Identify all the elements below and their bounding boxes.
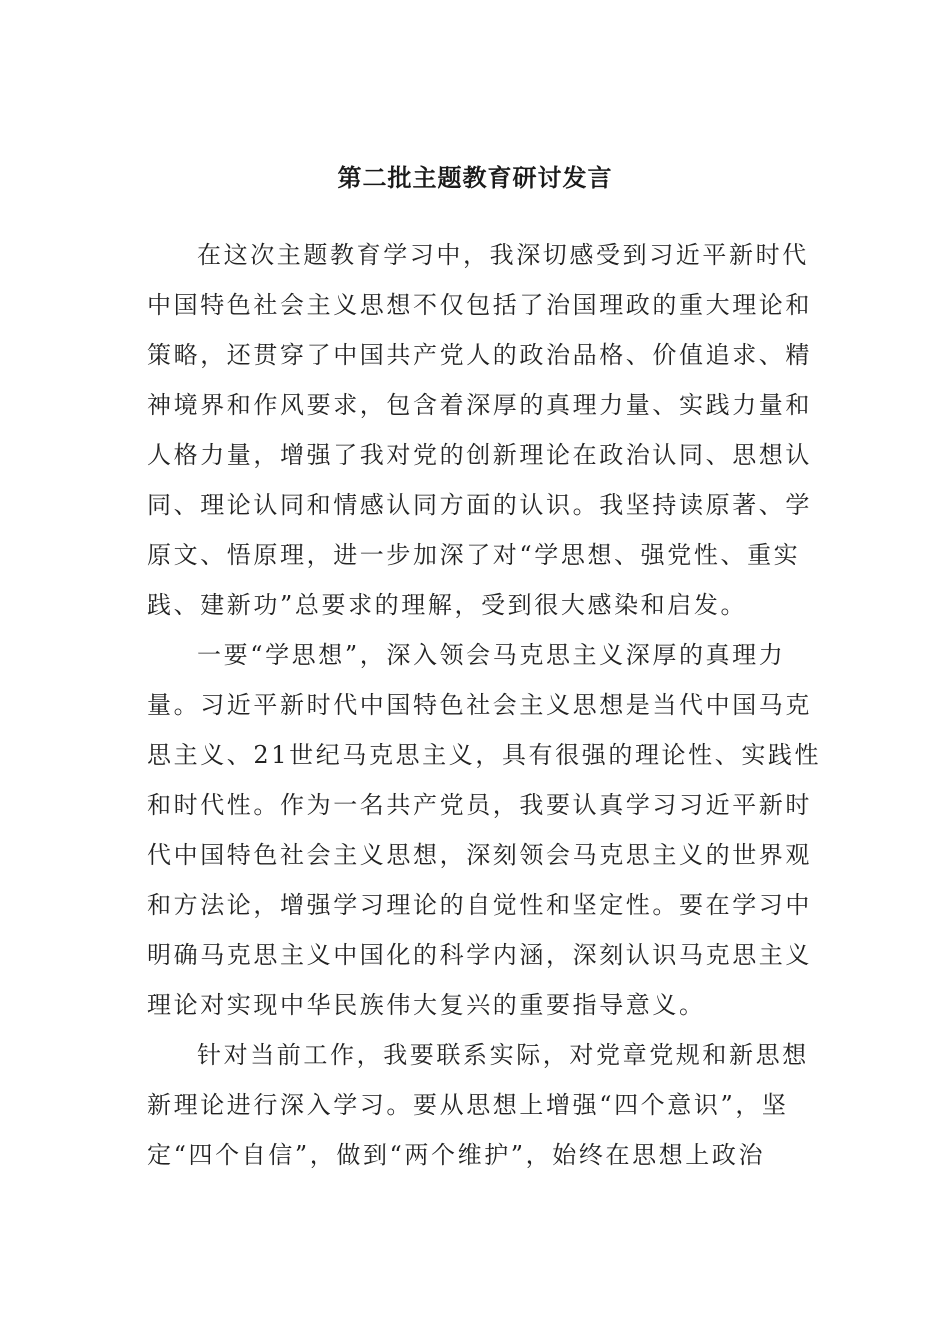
- document-title: 第二批主题教育研讨发言: [337, 163, 613, 192]
- paragraph-1-line-3: 策略，还贯穿了中国共产党人的政治品格、价值追求、精: [147, 341, 812, 369]
- paragraph-2-line-7: 明确马克思主义中国化的科学内涵，深刻认识马克思主义: [147, 941, 812, 969]
- paragraph-1-line-7: 原文、悟原理，进一步加深了对“学思想、强党性、重实: [147, 541, 801, 569]
- paragraph-1-line-1: 在这次主题教育学习中，我深切感受到习近平新时代: [197, 241, 809, 269]
- paragraph-3-line-2: 新理论进行深入学习。要从思想上增强“四个意识”，坚: [147, 1091, 789, 1119]
- paragraph-2-line-6: 和方法论，增强学习理论的自觉性和坚定性。要在学习中: [147, 891, 812, 919]
- paragraph-2-line-1: 一要“学思想”，深入领会马克思主义深厚的真理力: [197, 641, 786, 669]
- paragraph-2-line-5: 代中国特色社会主义思想，深刻领会马克思主义的世界观: [147, 841, 812, 869]
- paragraph-3-line-3: 定“四个自信”，做到“两个维护”，始终在思想上政治: [147, 1141, 766, 1169]
- paragraph-1-line-5: 人格力量，增强了我对党的创新理论在政治认同、思想认: [147, 441, 812, 469]
- paragraph-3-line-1: 针对当前工作，我要联系实际，对党章党规和新思想: [197, 1041, 809, 1069]
- paragraph-1-line-2: 中国特色社会主义思想不仅包括了治国理政的重大理论和: [147, 291, 812, 319]
- paragraph-1-line-6: 同、理论认同和情感认同方面的认识。我坚持读原著、学: [147, 491, 812, 519]
- paragraph-2-line-2: 量。习近平新时代中国特色社会主义思想是当代中国马克: [147, 691, 812, 719]
- paragraph-2-line-4: 和时代性。作为一名共产党员，我要认真学习习近平新时: [147, 791, 812, 819]
- document-body: [147, 230, 822, 1180]
- paragraph-1-line-4: 神境界和作风要求，包含着深厚的真理力量、实践力量和: [147, 391, 812, 419]
- paragraph-2-line-8: 理论对实现中华民族伟大复兴的重要指导意义。: [147, 991, 706, 1019]
- paragraph-2-line-3: 思主义、21世纪马克思主义，具有很强的理论性、实践性: [147, 741, 822, 769]
- paragraph-1-line-8: 践、建新功”总要求的理解，受到很大感染和启发。: [147, 591, 748, 619]
